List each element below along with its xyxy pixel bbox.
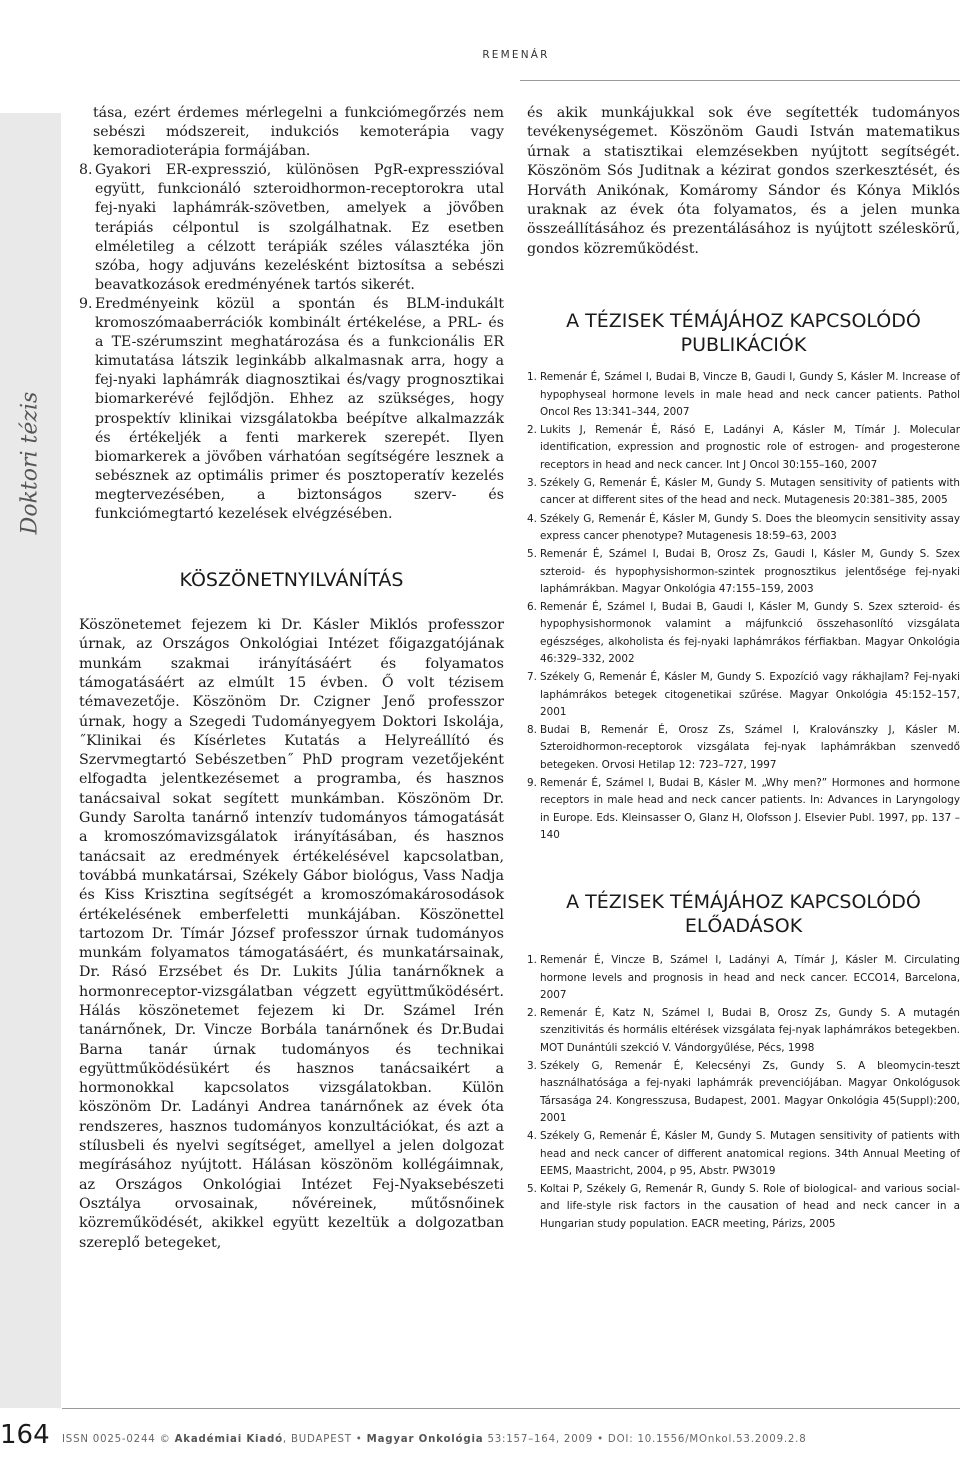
list-item: 9. Remenár É, Számel I, Budai B, Kásler M. „Why men?” Hormones and hormone receptors in male head and neck cancer patients. In: Advances in Laryngology in Europe. Eds. Kleinsasser O, Glanz H, Olofsson J. Elsevier Publ. 1997, pp. 137 –140 (527, 777, 960, 841)
list-item: 8. Gyakori ER-expresszió, különösen PgR-expresszióval együtt, funkcionáló szteroidhormon-receptorokra utal fej-nyaki laphámrák-szövetben, amelyek a jövőben terápiás célpontul is szolgálhatnak. Ez esetben elméletileg a célzott terápiák széles választéka jön szóba, hogy adjuváns kezelésként biztosítsa a sebészi beavatkozások eredményének tartós sikerét. (79, 162, 504, 293)
lectures-heading: A TÉZISEK TÉMÁJÁHOZ KAPCSOLÓDÓ ELŐADÁSOK (566, 891, 921, 938)
acknowledgements-paragraph: Köszönetemet fejezem ki Dr. Kásler Miklós professzor úrnak, az Országos Onkológiai Intézet főigazgatójának munkám szakmai irányításáért és folyamatos támogatásáért az elmúlt 15 évben. Ő volt tézisem témavezetője. Köszönöm Dr. Czigner Jenő professzor úrnak, hogy a Szegedi Tudományegyem Doktori Iskolája, ˝Klinikai és Kísérletes Kutatás a Helyreállító és Szervmegtartó Sebészetben˝ PhD program vezetőjeként elfogadta jelentkezésemet a programba, és hasznos tanácsaival sokat segített munkámban. Köszönöm Dr. Gundy Sarolta tanárnő intenzív tudományos támogatását a kromoszómavizsgálatok irányításában, és hasznos tanácsait az eredmények értékelésével kapcsolatban, továbbá munkatársai, Székely Gábor biológus, Vass Nadja és Kiss Krisztina segítségét a kromoszómakárosodások értékelésének emberfeletti munkájában. Köszönettel tartozom Dr. Tímár József professzor úrnak tudományos munkám folyamatos támogatásáért, és munkatársainak, Dr. Rásó Erzsébet és Dr. Lukits Júlia tanárnőknek a hormonreceptor-vizsgálatban végzett együttműködésért. Hálás köszönetemet fejezem ki Dr. Számel Irén tanárnőnek, Dr. Vincze Borbála tanárnőnek és Dr.Budai Barna tanár úrnak tudományos és technikai együttműködésükért és hasznos tanácsaikért a hormonokkal kapcsolatos vizsgálatokban. Külön köszönöm Dr. Ladányi Andrea tanárnőnek az évek óta rendszeres, hasznos tudományos konzultációkat, és azt a stílusbeli és nyelvi segítséget, amellyel a jelen dolgozat megírásához nyújtott. Hálásan köszönöm kollégáimnak, az Országos Onkológiai Intézet Fej-Nyaksebészeti Osztálya orvosainak, nővéreinek, műtősnőinek közreműködését, akikkel együtt kezeltük a dolgozatban szereplő betegeket, (79, 617, 504, 1251)
list-item: 1. Remenár É, Számel I, Budai B, Vincze B, Gaudi I, Gundy S, Kásler M. Increase of hypophyseal hormone levels in male head and neck cancer patients. Pathol Oncol Res 13:341–344, 2007 (527, 371, 960, 418)
footer-citation: ISSN 0025-0244 © Akadémiai Kiadó, BUDAPEST • Magyar Onkológia 53:157–164, 2009 • DOI: 10.1556/MOnkol.53.2009.2.8 (62, 1434, 807, 1445)
side-tab-label: Doktori tézis (17, 391, 43, 535)
list-item: 5. Remenár É, Számel I, Budai B, Orosz Zs, Gaudi I, Kásler M, Gundy S. Szex szteroid- és hypophysishormon-szintek prognosztikus jelentősége fej-nyaki laphámrákban. Magyar Onkológia 47:155–159, 2003 (527, 548, 960, 595)
list-item: 9. Eredményeink közül a spontán és BLM-indukált kromoszómaaberrációk kombinált értékelése, a PRL- és a TE-szérumszint meghatározása és a funkcionális ER kimutatása látszik leginkább alkalmasnak arra, hogy a fej-nyaki laphámrák diagnosztikai és/vagy prognosztikai biomarkerévé fejlődjön. Ehhez az szükséges, hogy prospektív klinikai vizsgálatokba beépítve alkalmazzák és értékeljék a fenti markerek szerepét. Ilyen biomarkerek a jövőben várhatóan segítségére lesznek a sebésznek az optimális primer és posztoperatív kezelés megtervezésében, a biztonságos szerv- és funkciómegtartó kezelések elvégzésében. (79, 295, 504, 522)
list-item: 1. Remenár É, Vincze B, Számel I, Ladányi A, Tímár J, Kásler M. Circulating hormone levels and prognosis in head and neck cancer. ECCO14, Barcelona, 2007 (527, 954, 960, 1001)
lectures-list (527, 952, 960, 1233)
conclusion-list (79, 161, 504, 524)
page-number: 164 (0, 1420, 50, 1450)
intro-paragraph: tása, ezért érdemes mérlegelni a funkciómegőrzés nem sebészi módszereit, indukciós kemoterápia vagy kemoradioterápia formájában. (93, 105, 504, 160)
running-header-author: REMENÁR (482, 49, 550, 61)
list-item: 6. Remenár É, Számel I, Budai B, Gaudi I, Kásler M, Gundy S. Szex szteroid- és hypophysishormonok valamint a májfunkció összehasonlító vizsgálata egészséges, alkoholista és fej-nyaki laphámrákos férfiakban. Magyar Onkológia 46:329–332, 2002 (527, 601, 960, 665)
publications-list (527, 369, 960, 844)
list-item: 8. Budai B, Remenár É, Orosz Zs, Számel I, Kralovánszky J, Kásler M. Szteroidhormon-receptorok vizsgálata fej-nyak laphámrákban szenvedő betegeken. Orvosi Hetilap 12: 723–727, 1997 (527, 724, 960, 771)
list-item: 3. Székely G, Remenár É, Kásler M, Gundy S. Mutagen sensitivity of patients with cancer at different sites of the head and neck. Mutagenesis 20:381–385, 2005 (527, 477, 960, 507)
list-item: 3. Székely G, Remenár É, Kelecsényi Zs, Gundy S. A bleomycin-teszt használhatósága a fej-nyaki laphámrák prevenciójában. Magyar Onkológusok Társasága 24. Kongresszusa, Budapest, 2001. Magyar Onkológia 45(Suppl):200, 2001 (527, 1060, 960, 1124)
list-item: 5. Koltai P, Székely G, Remenár R, Gundy S. Role of biological- and various social- and life-style risk factors in the causation of head and neck cancer in a Hungarian study population. EACR meeting, Párizs, 2005 (527, 1183, 960, 1230)
publications-heading: A TÉZISEK TÉMÁJÁHOZ KAPCSOLÓDÓ PUBLIKÁCIÓK (566, 310, 921, 357)
list-item: 2. Remenár É, Katz N, Számel I, Budai B, Orosz Zs, Gundy S. A mutagén szenzitivitás és hormális eltérések vizsgálata fej-nyak laphámrákos betegekben. MOT Dunántúli szekció V. Vándorgyűlése, Pécs, 1998 (527, 1007, 960, 1054)
acknowledgements-heading: KÖSZÖNETNYILVÁNÍTÁS (179, 569, 404, 592)
header-rule (520, 80, 960, 81)
list-item: 4. Székely G, Remenár É, Kásler M, Gundy S. Mutagen sensitivity of patients with head and neck cancer of different anatomical regions. 34th Annual Meeting of EEMS, Maastricht, 2004, p 95, Abstr. PW3019 (527, 1130, 960, 1177)
acknowledgements-continued: és akik munkájukkal sok éve segítették tudományos tevékenységemet. Köszönöm Gaudi István matematikus úrnak a statisztikai elemzésekben nyújtott segítségét. Köszönöm Sós Juditnak a kézirat gondos szerkesztését, és Horváth Anikónak, Komáromy Sándor és Kónya Miklós uraknak az évek óta folyamatos, és a jelen munka összeállításához és prezentálásához is nyújtott széleskörű, gondos közreműködést. (527, 105, 960, 257)
right-column (527, 104, 960, 1234)
list-item: 4. Székely G, Remenár É, Kásler M, Gundy S. Does the bleomycin sensitivity assay express cancer phenotype? Mutagenesis 18:59–63, 2003 (527, 512, 960, 542)
side-tab (0, 113, 61, 1408)
list-item: 7. Székely G, Remenár É, Kásler M, Gundy S. Expozíció vagy rákhajlam? Fej-nyaki laphámrákos betegek citogenetikai szűrése. Magyar Onkológia 45:152–157, 2001 (527, 671, 960, 718)
left-column (79, 104, 504, 1253)
footer-rule (62, 1408, 960, 1409)
list-item: 2. Lukits J, Remenár É, Rásó E, Ladányi A, Kásler M, Tímár J. Molecular identification, expression and prognostic role of estrogen- and progesterone receptors in head and neck cancer. Int J Oncol 30:155–160, 2007 (527, 424, 960, 471)
